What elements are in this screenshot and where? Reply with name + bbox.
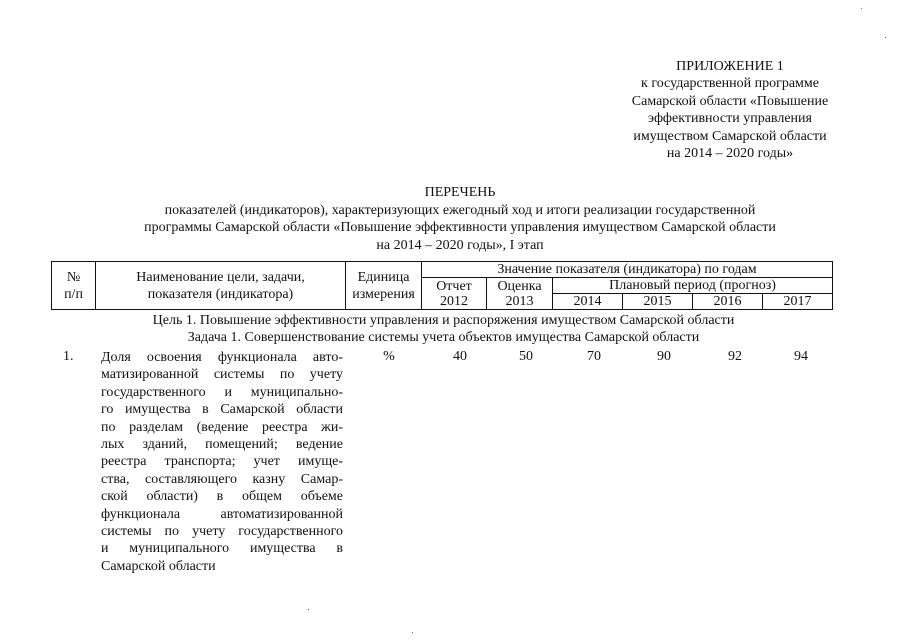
indicators-table-header bbox=[51, 261, 833, 310]
title-heading: ПЕРЕЧЕНЬ bbox=[424, 185, 496, 200]
appendix-line: Самарской области «Повышение bbox=[631, 93, 829, 109]
header-name: Наименование цели, задачи, показателя (индикатора) bbox=[96, 262, 346, 310]
title-line: программы Самарской области «Повышение эффективности управления имуществом Самарской области bbox=[144, 220, 776, 235]
header-year: 2016 bbox=[693, 294, 763, 310]
value-2017: 94 bbox=[794, 349, 808, 364]
appendix-line: имуществом Самарской области bbox=[633, 128, 827, 144]
appendix-header bbox=[560, 58, 900, 162]
goal-heading: Цель 1. Повышение эффективности управления и распоряжения имуществом Самарской области bbox=[152, 313, 735, 328]
header-unit: Единица измерения bbox=[346, 262, 422, 310]
header-year: 2015 bbox=[623, 294, 693, 310]
indicator-unit: % bbox=[383, 349, 395, 364]
header-year: 2014 bbox=[553, 294, 623, 310]
scan-speck bbox=[308, 609, 309, 610]
appendix-line: эффективности управления bbox=[648, 111, 812, 127]
value-2013: 50 bbox=[519, 349, 533, 364]
value-2016: 92 bbox=[728, 349, 742, 364]
value-2012: 40 bbox=[453, 349, 467, 364]
header-num: № п/п bbox=[52, 262, 96, 310]
row-number: 1. bbox=[63, 349, 74, 364]
title-line: показателей (индикаторов), характеризующих ежегодный ход и итоги реализации государственной bbox=[164, 202, 756, 218]
header-report: Отчет 2012 bbox=[422, 278, 487, 310]
task-heading: Задача 1. Совершенствование системы учета объектов имущества Самарской области bbox=[187, 330, 700, 345]
indicator-name: Доля освоения функционала авто- матизированной системы по учету государственного и муниципально- го имущества в Самарской области по разделам (ведение реестра жи- лых зданий, помещений; ведение реестра транспорта; учет имуще- ства, составляющего казну Самар- ской области) в общем объеме функционала автоматизированной системы по учету государственного и муниципального имущества в Самарской области bbox=[101, 350, 343, 574]
title-line: на 2014 – 2020 годы», I этап bbox=[376, 237, 544, 253]
appendix-line: ПРИЛОЖЕНИЕ 1 bbox=[676, 59, 784, 74]
scan-speck bbox=[885, 37, 886, 38]
document-title bbox=[60, 184, 860, 254]
value-2014: 70 bbox=[587, 349, 601, 364]
scan-speck bbox=[861, 8, 862, 9]
header-estimate: Оценка 2013 bbox=[487, 278, 553, 310]
appendix-line: на 2014 – 2020 годы» bbox=[666, 146, 794, 162]
appendix-line: к государственной программе bbox=[641, 76, 819, 92]
header-year: 2017 bbox=[763, 294, 833, 310]
header-plan-period: Плановый период (прогноз) bbox=[553, 278, 833, 294]
header-values-group: Значение показателя (индикатора) по годам bbox=[422, 262, 833, 278]
value-2015: 90 bbox=[657, 349, 671, 364]
scan-speck bbox=[412, 632, 413, 633]
